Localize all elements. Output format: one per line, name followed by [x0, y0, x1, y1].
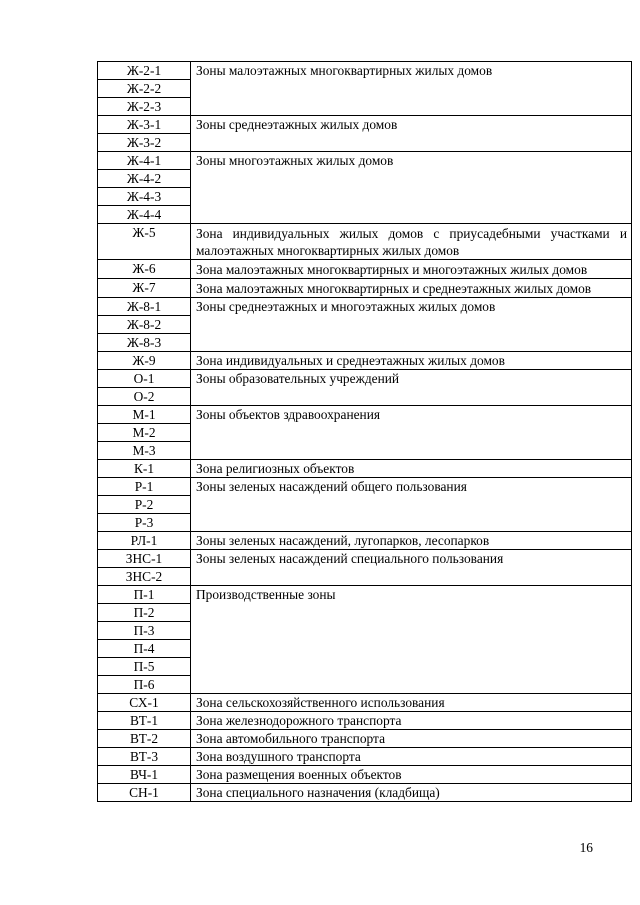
- zone-code-cell: Р-1: [98, 478, 191, 496]
- zone-code-cell: Ж-4-3: [98, 188, 191, 206]
- zone-description-cell: Зоны зеленых насаждений общего пользования: [191, 478, 632, 532]
- zone-code-cell: Ж-5: [98, 224, 191, 260]
- table-row: [98, 62, 632, 80]
- zone-code-cell: П-5: [98, 658, 191, 676]
- table-row: [98, 224, 632, 260]
- zone-code-cell: ВТ-3: [98, 748, 191, 766]
- table-row: [98, 478, 632, 496]
- table-row: [98, 586, 632, 604]
- zone-description-cell: Зона индивидуальных жилых домов с приусадебными участками и малоэтажных многоквартирных жилых домов: [191, 224, 632, 260]
- zone-description-cell: Зоны многоэтажных жилых домов: [191, 152, 632, 224]
- zone-description-cell: Зона размещения военных объектов: [191, 766, 632, 784]
- zone-code-cell: Ж-4-4: [98, 206, 191, 224]
- zone-code-cell: Ж-3-2: [98, 134, 191, 152]
- zone-code-cell: Ж-3-1: [98, 116, 191, 134]
- zone-code-cell: ЗНС-1: [98, 550, 191, 568]
- table-row: [98, 116, 632, 134]
- zone-code-cell: Ж-4-1: [98, 152, 191, 170]
- table-row: [98, 550, 632, 568]
- zones-table: [97, 61, 632, 802]
- zone-description-cell: Зоны образовательных учреждений: [191, 370, 632, 406]
- zone-description-cell: Зона воздушного транспорта: [191, 748, 632, 766]
- zone-description-cell: Зона религиозных объектов: [191, 460, 632, 478]
- zone-code-cell: П-3: [98, 622, 191, 640]
- zone-description-cell: Зоны малоэтажных многоквартирных жилых домов: [191, 62, 632, 116]
- table-row: [98, 152, 632, 170]
- zone-code-cell: Ж-6: [98, 260, 191, 279]
- table-row: [98, 279, 632, 298]
- table-row: [98, 694, 632, 712]
- zone-code-cell: РЛ-1: [98, 532, 191, 550]
- zones-table-body: [98, 62, 632, 802]
- table-row: [98, 460, 632, 478]
- zone-code-cell: Ж-2-3: [98, 98, 191, 116]
- zone-code-cell: Ж-8-3: [98, 334, 191, 352]
- table-row: [98, 260, 632, 279]
- table-row: [98, 748, 632, 766]
- zone-code-cell: СХ-1: [98, 694, 191, 712]
- table-row: [98, 730, 632, 748]
- zone-code-cell: Р-3: [98, 514, 191, 532]
- zone-description-cell: Зона сельскохозяйственного использования: [191, 694, 632, 712]
- zone-description-cell: Зоны среднеэтажных и многоэтажных жилых домов: [191, 298, 632, 352]
- table-row: [98, 532, 632, 550]
- zone-code-cell: П-2: [98, 604, 191, 622]
- zone-code-cell: Ж-7: [98, 279, 191, 298]
- zone-code-cell: М-3: [98, 442, 191, 460]
- zone-code-cell: ВТ-1: [98, 712, 191, 730]
- zone-code-cell: ВЧ-1: [98, 766, 191, 784]
- zone-description-cell: Зоны зеленых насаждений, лугопарков, лесопарков: [191, 532, 632, 550]
- zone-code-cell: М-2: [98, 424, 191, 442]
- table-row: [98, 766, 632, 784]
- page-number: 16: [579, 840, 593, 855]
- zone-description-cell: Зона малоэтажных многоквартирных и многоэтажных жилых домов: [191, 260, 632, 279]
- table-row: [98, 784, 632, 802]
- zone-description-cell: Зоны объектов здравоохранения: [191, 406, 632, 460]
- zone-description-cell: Зона специального назначения (кладбища): [191, 784, 632, 802]
- table-row: [98, 712, 632, 730]
- zone-code-cell: Ж-2-2: [98, 80, 191, 98]
- zone-code-cell: П-1: [98, 586, 191, 604]
- table-row: [98, 352, 632, 370]
- zone-code-cell: Ж-4-2: [98, 170, 191, 188]
- zone-code-cell: П-6: [98, 676, 191, 694]
- table-row: [98, 406, 632, 424]
- zone-description-cell: Зоны зеленых насаждений специального пользования: [191, 550, 632, 586]
- table-row: [98, 298, 632, 316]
- zone-code-cell: Ж-8-2: [98, 316, 191, 334]
- zone-code-cell: К-1: [98, 460, 191, 478]
- zone-description-cell: Зоны среднеэтажных жилых домов: [191, 116, 632, 152]
- zone-code-cell: ВТ-2: [98, 730, 191, 748]
- zone-description-cell: Зона автомобильного транспорта: [191, 730, 632, 748]
- zone-description-cell: Зона железнодорожного транспорта: [191, 712, 632, 730]
- zone-code-cell: Ж-2-1: [98, 62, 191, 80]
- zone-code-cell: СН-1: [98, 784, 191, 802]
- zone-description-cell: Зона индивидуальных и среднеэтажных жилых домов: [191, 352, 632, 370]
- zone-code-cell: ЗНС-2: [98, 568, 191, 586]
- zone-description-cell: Производственные зоны: [191, 586, 632, 694]
- zone-code-cell: Р-2: [98, 496, 191, 514]
- zone-code-cell: О-1: [98, 370, 191, 388]
- table-row: [98, 370, 632, 388]
- zone-code-cell: О-2: [98, 388, 191, 406]
- zone-code-cell: П-4: [98, 640, 191, 658]
- zone-code-cell: Ж-8-1: [98, 298, 191, 316]
- zone-code-cell: Ж-9: [98, 352, 191, 370]
- zone-description-cell: Зона малоэтажных многоквартирных и среднеэтажных жилых домов: [191, 279, 632, 298]
- zone-code-cell: М-1: [98, 406, 191, 424]
